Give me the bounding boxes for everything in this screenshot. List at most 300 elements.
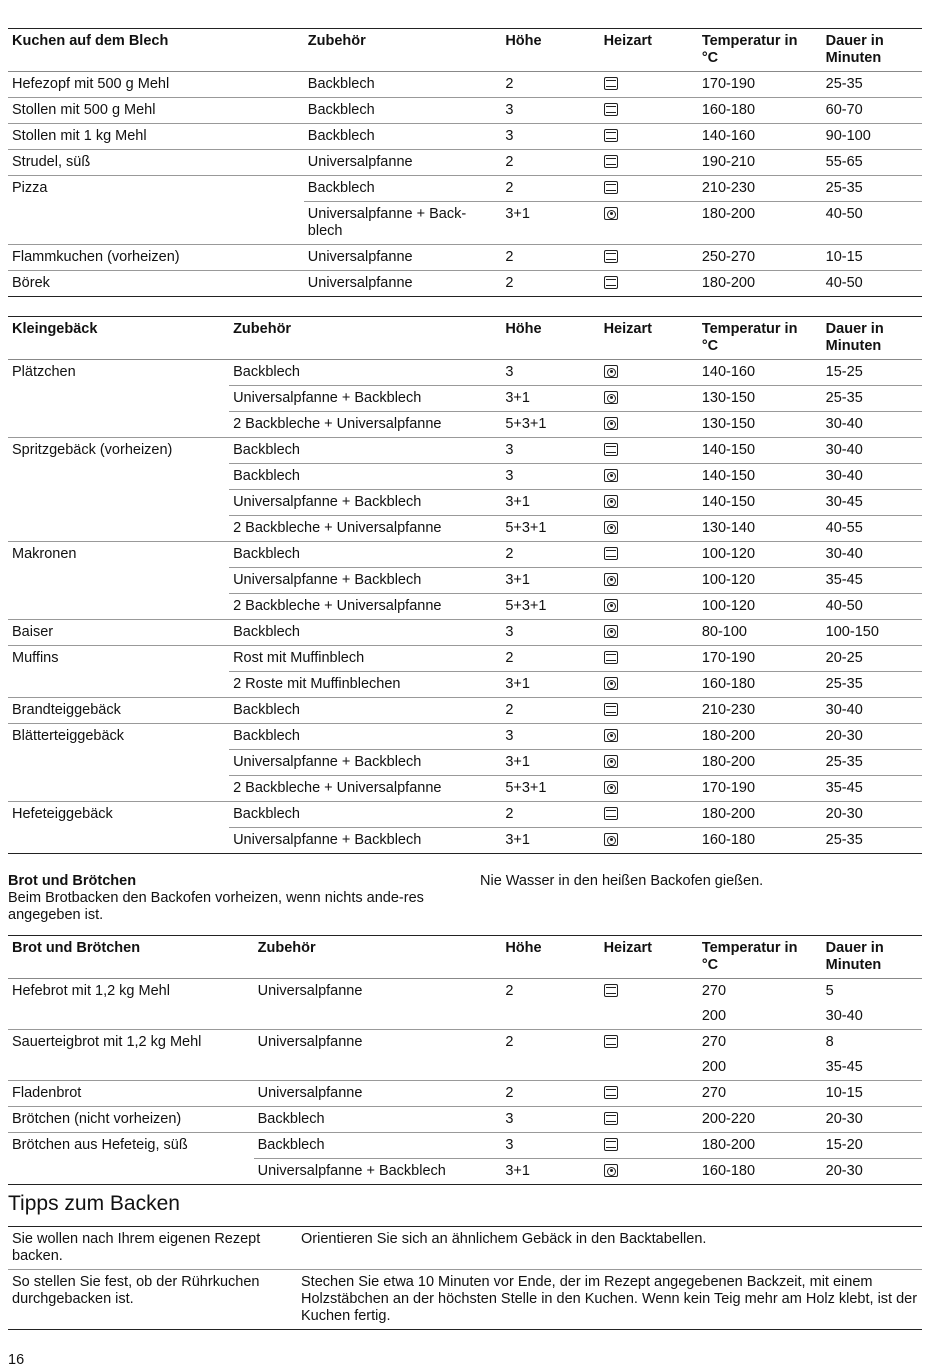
col-heating-cell [600,98,698,124]
col-heating-cell [600,1004,698,1030]
table-row [8,516,922,542]
col-category-cell: Fladenbrot [8,1081,254,1107]
col-level-cell: 3 [501,464,599,490]
col-category-cell: Baiser [8,620,229,646]
col-heating-cell [600,412,698,438]
col-heating-cell [600,1055,698,1081]
table-header [8,317,922,360]
top-bottom-heat-icon [604,155,618,168]
table-row [8,1133,922,1159]
col-heating-header: Heizart [603,321,652,337]
col-accessory-header: Zubehör [257,940,316,956]
col-category-cell: Spritzgebäck (vorheizen) [8,438,229,464]
hot-air-icon [604,495,618,508]
col-temperature-cell: 160-180 [698,98,822,124]
col-temperature-cell: 140-150 [698,438,822,464]
col-level-cell: 3+1 [501,828,599,854]
col-level-header: Höhe [505,940,542,956]
col-category-cell [8,594,229,620]
table-row [8,202,922,245]
table-row [8,98,922,124]
col-level-cell: 3+1 [501,202,599,245]
col-category-cell [8,1159,254,1185]
col-category-cell: Börek [8,271,304,297]
hot-air-icon [604,755,618,768]
hot-air-icon [604,833,618,846]
col-category-header: Kleingebäck [12,321,98,337]
col-level-cell: 5+3+1 [501,516,599,542]
col-duration-cell: 15-20 [822,1133,922,1159]
col-duration-cell: 25-35 [822,672,922,698]
col-heating-cell [600,698,698,724]
hot-air-icon [604,417,618,430]
col-duration-cell: 35-45 [825,1059,863,1075]
col-accessory-cell: Universalpfanne + Backblech [254,1159,502,1185]
col-level-cell: 5+3+1 [501,594,599,620]
col-category-cell: Brötchen (nicht vorheizen) [8,1107,254,1133]
col-temperature-cell: 100-120 [698,568,822,594]
col-heating-cell [600,438,698,464]
col-category-cell: Flammkuchen (vorheizen) [8,245,304,271]
col-duration-cell: 60-70 [822,98,922,124]
col-level-cell: 3+1 [501,568,599,594]
col-accessory-cell: Backblech [229,724,501,750]
col-temperature-cell: 140-150 [698,464,822,490]
col-temperature-cell: 180-200 [698,271,822,297]
col-level-cell: 2 [501,698,599,724]
col-duration-cell: 35-45 [822,776,922,802]
col-category-cell [8,750,229,776]
col-duration-cell: 30-45 [822,490,922,516]
col-heating-cell [600,202,698,245]
col-accessory-cell: Universalpfanne [304,245,502,271]
top-bottom-heat-icon [604,250,618,263]
col-temperature-header: Temperatur in °C [701,321,798,354]
top-bottom-heat-icon [604,807,618,820]
col-level-cell: 3+1 [501,1159,599,1185]
col-accessory-cell: Universalpfanne [254,1030,502,1056]
col-accessory-cell: Backblech [229,464,501,490]
col-temperature-cell: 100-120 [698,594,822,620]
col-duration-cell: 40-50 [822,271,922,297]
col-duration-header: Dauer in Minuten [825,940,884,973]
table-row [8,150,922,176]
col-temperature-cell: 130-140 [698,516,822,542]
col-level-cell: 5+3+1 [501,776,599,802]
col-category-cell [8,1004,254,1030]
col-temperature-cell: 180-200 [698,1133,822,1159]
col-accessory-cell: Universalpfanne + Backblech [229,490,501,516]
col-temperature-header: Temperatur in °C [701,940,798,973]
col-accessory-cell: Backblech [254,1107,502,1133]
col-accessory-cell: 2 Backbleche + Universalpfanne [229,516,501,542]
hot-air-icon [604,625,618,638]
col-heating-cell [600,516,698,542]
col-category-header: Brot und Brötchen [12,940,141,956]
col-temperature-header: Temperatur in °C [701,33,798,66]
col-category-cell: Brandteiggebäck [8,698,229,724]
col-category-cell: Sauerteigbrot mit 1,2 kg Mehl [8,1030,254,1056]
col-accessory-header: Zubehör [233,321,292,337]
bread-note-title: Brot und Brötchen [8,873,137,889]
table-header [8,936,922,979]
col-heating-header: Heizart [603,940,652,956]
col-heating-header: Heizart [603,33,652,49]
table-row [8,979,922,1005]
col-temperature-cell: 250-270 [698,245,822,271]
col-duration-cell: 30-40 [822,412,922,438]
top-bottom-heat-icon [604,703,618,716]
top-bottom-heat-icon [604,547,618,560]
col-accessory-cell: Backblech [254,1133,502,1159]
col-level-cell: 3+1 [501,750,599,776]
col-accessory-cell: Backblech [229,438,501,464]
col-level-cell: 3 [501,620,599,646]
col-category-cell [8,516,229,542]
col-accessory-cell: Universalpfanne [257,983,363,999]
hot-air-icon [604,469,618,482]
col-duration-cell: 10-15 [822,1081,922,1107]
col-duration-cell: 25-35 [822,828,922,854]
tip-answer: Stechen Sie etwa 10 Minuten vor Ende, der im Rezept angegebenen Backzeit, mit einem Holzstäbchen an der höchsten Stelle in den Kuchen. Wenn kein Teig mehr am Holz klebt, ist der Kuchen fertig. [301,1274,918,1324]
hot-air-icon [604,573,618,586]
col-duration-cell: 55-65 [822,150,922,176]
col-duration-cell: 40-50 [822,594,922,620]
bread-note [8,873,448,924]
col-temperature-cell: 210-230 [698,698,822,724]
col-duration-cell: 25-35 [822,176,922,202]
top-bottom-heat-icon [604,1138,618,1151]
col-duration-cell: 90-100 [822,124,922,150]
col-temperature-cell: 200-220 [698,1107,822,1133]
col-accessory-cell: 2 Backbleche + Universalpfanne [229,594,501,620]
table-row [8,776,922,802]
col-accessory-cell: Universalpfanne + Backblech [229,750,501,776]
col-heating-cell [600,750,698,776]
col-category-cell [8,828,229,854]
hot-air-icon [604,599,618,612]
col-temperature-cell: 170-190 [698,646,822,672]
col-heating-cell [600,672,698,698]
table-brot-und-broetchen [8,935,922,1185]
col-category-cell [8,568,229,594]
col-level-cell: 2 [501,542,599,568]
col-accessory-cell: Backblech [304,98,502,124]
col-category-cell [8,672,229,698]
col-heating-cell [600,490,698,516]
table-row [8,438,922,464]
col-level-cell: 3 [501,124,599,150]
col-heating-cell [600,150,698,176]
table-row [8,724,922,750]
col-duration-cell: 30-40 [822,698,922,724]
col-accessory-cell: Backblech [304,176,502,202]
col-heating-cell [600,620,698,646]
col-duration-cell: 30-40 [822,542,922,568]
col-heating-cell [600,724,698,750]
col-temperature-cell: 160-180 [698,828,822,854]
col-level-cell: 3 [501,1133,599,1159]
col-level-cell: 3+1 [501,386,599,412]
col-level-cell: 2 [501,1081,599,1107]
col-level-cell: 3 [505,364,514,380]
col-category-cell [8,776,229,802]
col-duration-cell: 20-30 [822,1107,922,1133]
col-level-cell: 5+3+1 [501,412,599,438]
col-accessory-cell: Rost mit Muffinblech [229,646,501,672]
table-row [8,386,922,412]
table-kleingebaeck [8,316,922,854]
col-level-cell: 3 [501,438,599,464]
col-accessory-cell: Backblech [304,124,502,150]
hot-air-icon [604,781,618,794]
top-bottom-heat-icon [604,984,618,997]
col-heating-cell [600,568,698,594]
col-duration-header: Dauer in Minuten [825,321,884,354]
col-category-cell: Muffins [8,646,229,672]
col-duration-cell: 40-50 [822,202,922,245]
col-category-cell: Pizza [8,176,304,202]
col-level-cell: 3 [501,724,599,750]
col-category-header: Kuchen auf dem Blech [12,33,169,49]
col-heating-cell [600,176,698,202]
table-row [8,176,922,202]
hot-air-icon [604,391,618,404]
col-level-cell: 2 [501,150,599,176]
col-accessory-cell: Backblech [229,620,501,646]
top-bottom-heat-icon [604,276,618,289]
col-temperature-cell: 170-190 [698,776,822,802]
col-level-cell: 2 [501,646,599,672]
tip-question: Sie wollen nach Ihrem eigenen Rezept backen. [12,1231,261,1264]
col-category-cell: Strudel, süß [8,150,304,176]
col-level-header: Höhe [505,321,542,337]
col-accessory-cell: Universalpfanne + Backblech [229,386,501,412]
col-heating-cell [600,1133,698,1159]
col-temperature-cell: 180-200 [698,750,822,776]
col-accessory-cell: Backblech [229,698,501,724]
hot-air-icon [604,729,618,742]
hot-air-icon [604,677,618,690]
top-bottom-heat-icon [604,181,618,194]
col-heating-cell [600,245,698,271]
col-duration-cell: 5 [825,983,834,999]
col-level-cell: 2 [501,245,599,271]
col-heating-cell [600,828,698,854]
tips-row [8,1270,922,1330]
table-row [8,72,922,98]
table-row [8,646,922,672]
col-heating-cell [600,979,698,1005]
table-row [8,828,922,854]
col-heating-cell [600,1030,698,1056]
col-temperature-cell: 80-100 [698,620,822,646]
col-category-cell: Stollen mit 500 g Mehl [8,98,304,124]
col-heating-cell [600,1107,698,1133]
col-accessory-cell: Backblech [307,76,375,92]
col-duration-cell: 40-55 [822,516,922,542]
table-row [8,1004,922,1030]
col-temperature-cell: 270 [701,983,727,999]
col-duration-cell: 100-150 [822,620,922,646]
col-heating-cell [600,776,698,802]
tips-table [8,1226,922,1330]
col-accessory-cell: Backblech [233,364,300,380]
top-bottom-heat-icon [604,1112,618,1125]
tip-question: So stellen Sie fest, ob der Rührkuchen durchgebacken ist. [12,1274,260,1307]
bread-warning: Nie Wasser in den heißen Backofen gießen. [480,873,764,889]
col-category-cell [8,412,229,438]
col-category-cell: Stollen mit 1 kg Mehl [8,124,304,150]
col-duration-cell: 8 [822,1030,922,1056]
table-header [8,29,922,72]
col-accessory-header: Zubehör [307,33,366,49]
hot-air-icon [604,207,618,220]
table-row [8,750,922,776]
col-temperature-cell: 130-150 [698,412,822,438]
col-category-cell [8,490,229,516]
col-temperature-cell: 180-200 [698,724,822,750]
col-temperature-cell: 130-150 [698,386,822,412]
table-row [8,542,922,568]
col-accessory-cell: 2 Backbleche + Universalpfanne [229,776,501,802]
col-category-cell: Plätzchen [12,364,76,380]
col-accessory-cell: Backblech [229,802,501,828]
col-heating-cell [600,464,698,490]
table-row [8,568,922,594]
col-category-cell: Makronen [8,542,229,568]
top-bottom-heat-icon [604,443,618,456]
col-category-cell [8,386,229,412]
col-temperature-cell: 200 [701,1008,727,1024]
table-row [8,1107,922,1133]
col-duration-cell: 35-45 [822,568,922,594]
col-heating-cell [600,72,698,98]
col-accessory-cell: Backblech [229,542,501,568]
table-kuchen-auf-dem-blech [8,28,922,297]
col-duration-cell: 30-40 [825,1008,863,1024]
col-level-cell: 3+1 [501,672,599,698]
col-heating-cell [600,594,698,620]
table-row [8,1159,922,1185]
col-category-cell [8,1055,254,1081]
col-heating-cell [600,646,698,672]
col-duration-cell: 15-25 [825,364,863,380]
table-row [8,245,922,271]
col-level-cell: 2 [501,802,599,828]
hot-air-icon [604,365,618,378]
col-temperature-cell: 140-160 [698,124,822,150]
table-row [8,1030,922,1056]
col-heating-cell [600,271,698,297]
col-category-cell: Hefebrot mit 1,2 kg Mehl [12,983,170,999]
table-row [8,412,922,438]
col-heating-cell [600,1081,698,1107]
col-duration-cell: 30-40 [822,464,922,490]
col-level-header: Höhe [505,33,542,49]
table-row [8,1055,922,1081]
col-accessory-cell: 2 Backbleche + Universalpfanne [229,412,501,438]
col-temperature-cell: 190-210 [698,150,822,176]
col-level-cell: 3 [501,98,599,124]
col-duration-cell: 20-30 [822,724,922,750]
tip-answer: Orientieren Sie sich an ähnlichem Gebäck in den Backtabellen. [301,1231,707,1247]
table-row [8,594,922,620]
col-duration-cell: 10-15 [822,245,922,271]
col-heating-cell [600,542,698,568]
col-level-cell [501,1004,599,1030]
col-level-cell: 3 [501,1107,599,1133]
section-title-tips: Tipps zum Backen [8,1192,180,1215]
col-temperature-cell: 200 [701,1059,727,1075]
col-temperature-cell: 270 [698,1030,822,1056]
col-temperature-cell: 160-180 [698,1159,822,1185]
col-level-cell: 2 [505,983,514,999]
col-category-cell: Brötchen aus Hefeteig, süß [8,1133,254,1159]
col-accessory-cell: Universalpfanne + Backblech [229,568,501,594]
table-row [8,620,922,646]
col-accessory-cell: Universalpfanne [304,150,502,176]
col-level-cell [501,1055,599,1081]
col-accessory-cell [254,1055,502,1081]
top-bottom-heat-icon [604,651,618,664]
col-duration-cell: 25-35 [822,386,922,412]
col-duration-cell: 25-35 [822,750,922,776]
table-row [8,464,922,490]
col-level-cell: 2 [501,176,599,202]
top-bottom-heat-icon [604,77,618,90]
top-bottom-heat-icon [604,1086,618,1099]
col-heating-cell [600,802,698,828]
col-temperature-cell: 270 [698,1081,822,1107]
col-temperature-cell: 180-200 [698,802,822,828]
col-heating-cell [600,386,698,412]
col-level-cell: 2 [505,76,514,92]
col-temperature-cell: 140-150 [698,490,822,516]
col-accessory-cell: Universalpfanne + Back-blech [304,202,502,245]
table-row [8,1081,922,1107]
top-bottom-heat-icon [604,1035,618,1048]
col-temperature-cell: 160-180 [698,672,822,698]
col-temperature-cell: 170-190 [701,76,756,92]
table-row [8,698,922,724]
hot-air-icon [604,521,618,534]
top-bottom-heat-icon [604,103,618,116]
col-duration-cell: 25-35 [825,76,863,92]
top-bottom-heat-icon [604,129,618,142]
table-row [8,802,922,828]
page-number: 16 [8,1352,25,1368]
col-accessory-cell: Universalpfanne + Backblech [229,828,501,854]
col-temperature-cell: 140-160 [701,364,756,380]
bread-note-text: Beim Brotbacken den Backofen vorheizen, wenn nichts ande-res angegeben ist. [8,890,424,923]
table-row [8,271,922,297]
col-duration-cell: 20-30 [822,802,922,828]
col-heating-cell [600,124,698,150]
col-heating-cell [600,360,698,386]
tips-row [8,1227,922,1270]
col-temperature-cell: 210-230 [698,176,822,202]
col-category-cell: Blätterteiggebäck [8,724,229,750]
col-duration-cell: 20-25 [822,646,922,672]
col-level-cell: 2 [501,1030,599,1056]
col-level-cell: 3+1 [501,490,599,516]
col-temperature-cell: 180-200 [698,202,822,245]
col-category-cell [8,464,229,490]
hot-air-icon [604,1164,618,1177]
col-accessory-cell: 2 Roste mit Muffinblechen [229,672,501,698]
col-category-cell: Hefeteiggebäck [8,802,229,828]
